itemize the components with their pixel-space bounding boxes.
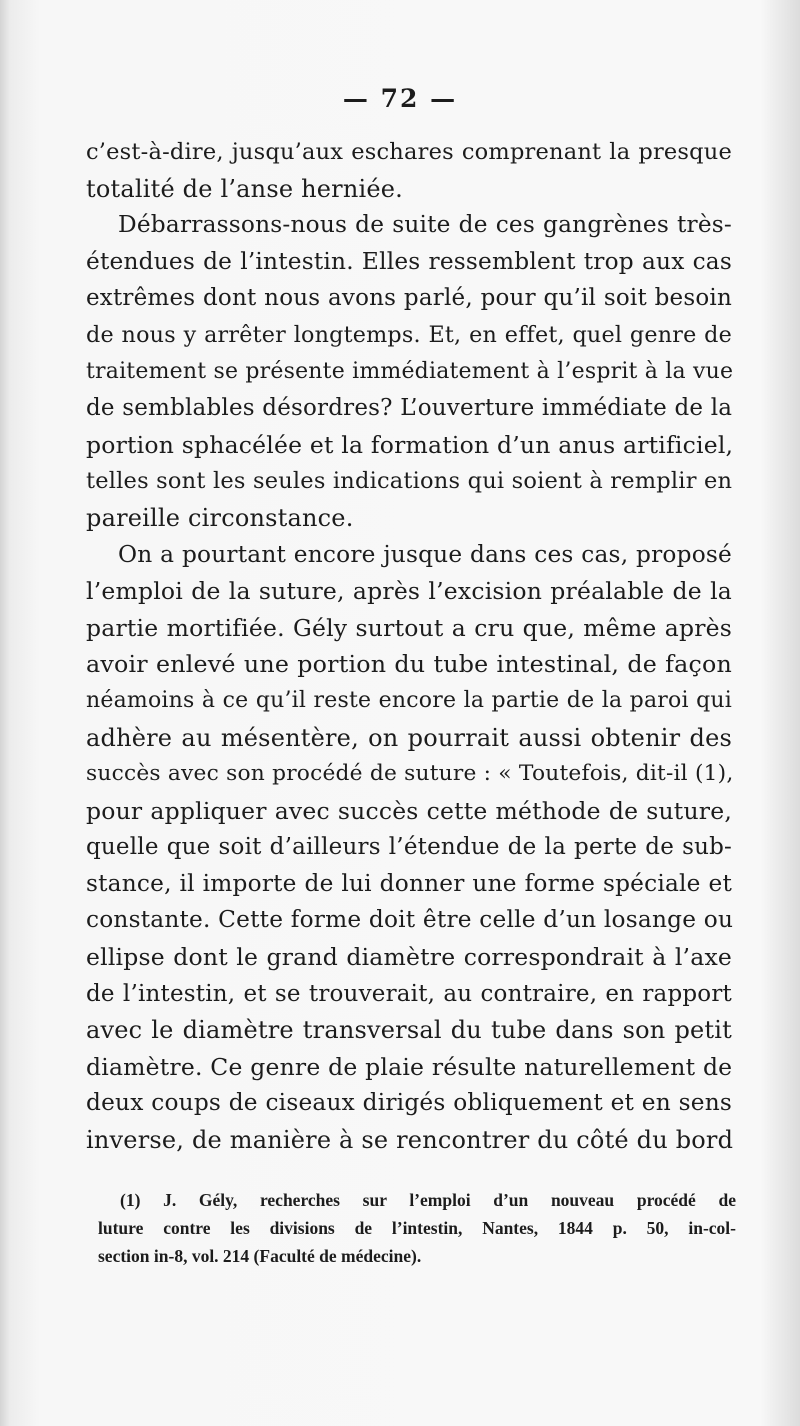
text-line: diamètre. Ce genre de plaie résulte naturellement de — [86, 1052, 733, 1081]
text-line: l’emploi de la suture, après l’excision préalable de la — [86, 577, 732, 606]
text-line: de l’intestin, et se trouverait, au contraire, en rapport — [86, 980, 732, 1007]
text-line: deux coups de ciseaux dirigés obliquement et en sens — [86, 1089, 732, 1117]
text-line: quelle que soit d’ailleurs l’étendue de la perte de sub- — [86, 834, 732, 861]
text-line: constante. Cette forme doit être celle d’un losange ou — [86, 906, 734, 934]
text-line: pour appliquer avec succès cette méthode de suture, — [86, 796, 732, 825]
text-line: inverse, de manière à se rencontrer du côté du bord — [86, 1126, 734, 1155]
text-line: c’est-à-dire, jusqu’aux eschares comprenant la presque — [86, 139, 732, 165]
text-line: stance, il importe de lui donner une forme spéciale et — [86, 869, 732, 897]
body-text — [86, 134, 732, 1159]
text-line: étendues de l’intestin. Elles ressemblent trop aux cas — [86, 247, 732, 275]
text-line: avoir enlevé une portion du tube intestinal, de façon — [86, 650, 732, 679]
text-line: extrêmes dont nous avons parlé, pour qu’il soit besoin — [86, 285, 732, 312]
text-line: totalité de l’anse herniée. — [86, 174, 403, 203]
text-line: pareille circonstance. — [86, 503, 354, 532]
text-line: partie mortifiée. Gély surtout a cru que, même après — [86, 613, 732, 642]
footnote — [98, 1186, 736, 1270]
text-line: avec le diamètre transversal du tube dans son petit — [86, 1016, 732, 1045]
text-line: Débarrassons-nous de suite de ces gangrènes très- — [118, 211, 732, 239]
text-line: succès avec son procédé de suture : « Toutefois, dit-il (1), — [86, 761, 734, 787]
page-number: — 72 — — [342, 84, 458, 113]
text-line: ellipse dont le grand diamètre correspondrait à l’axe — [86, 943, 732, 972]
text-line: telles sont les seules indications qui soient à remplir en — [86, 468, 733, 495]
text-line: néamoins à ce qu’il reste encore la partie de la paroi qui — [86, 687, 732, 713]
text-line: de semblables désordres? L’ouverture immédiate de la — [86, 395, 733, 422]
text-line: adhère au mésentère, on pourrait aussi obtenir des — [86, 723, 732, 752]
footnote-line: (1) J. Gély, recherches sur l’emploi d’un nouveau procédé de — [120, 1190, 736, 1210]
text-line: traitement se présente immédiatement à l’esprit à la vue — [86, 358, 734, 384]
footnote-line: section in-8, vol. 214 (Faculté de médecine). — [98, 1246, 422, 1266]
text-line: de nous y arrêter longtemps. Et, en effet, quel genre de — [86, 321, 732, 348]
text-line: On a pourtant encore jusque dans ces cas, proposé — [118, 540, 732, 568]
text-line: portion sphacélée et la formation d’un anus artificiel, — [86, 430, 734, 459]
footnote-line: luture contre les divisions de l’intestin, Nantes, 1844 p. 50, in-col- — [98, 1218, 736, 1238]
